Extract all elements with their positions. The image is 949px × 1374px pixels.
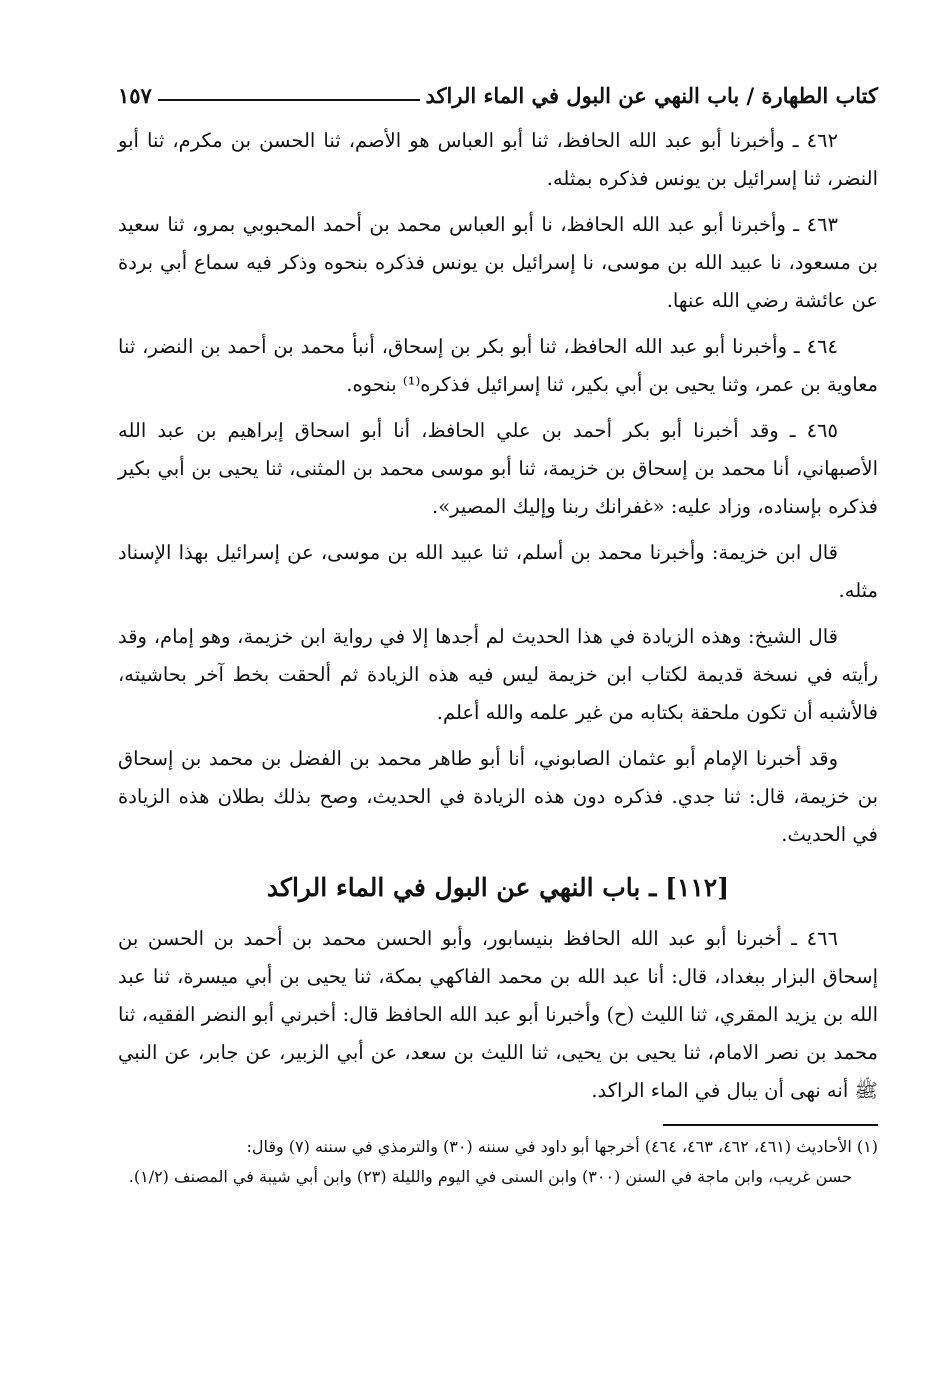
document-page — [118, 70, 878, 1192]
shaykh-comment-paragraph: قال الشيخ: وهذه الزيادة في هذا الحديث لم أجدها إلا في رواية ابن خزيمة، وهو إمام، وقد رأيته في نسخة قديمة لكتاب ابن خزيمة ليس فيه هذه الزيادة ثم ألحقت بخط آخر بحاشيته، فالأشبه أن تكون ملحقة بكتابه من غير علمه والله أعلم. — [118, 625, 878, 724]
footnote-1-line: (١) الأحاديث (٤٦١، ٤٦٢، ٤٦٣، ٤٦٤) أخرجها أبو داود في سننه (٣٠) والترمذي في سننه (٧) وقال: — [246, 1137, 878, 1156]
footnotes — [118, 1132, 878, 1192]
footnote-1-continuation: حسن غريب، وابن ماجة في السنن (٣٠٠) وابن السنى في اليوم والليلة (٢٣) وابن أبي شيبة في المصنف (١/٢). — [128, 1167, 852, 1186]
running-title: كتاب الطهارة / باب النهي عن البول في الماء الراكد — [425, 83, 878, 108]
main-text — [118, 122, 878, 1110]
header-rule — [158, 99, 420, 101]
footnote-separator — [663, 1124, 878, 1126]
hadith-paragraph-466: ٤٦٦ ـ أخبرنا أبو عبد الله الحافظ بنيسابور، وأبو الحسن محمد بن أحمد بن الحسن بن إسحاق البزار ببغداد، قال: أنا عبد الله بن محمد الفاكهي بمكة، ثنا يحيى بن أبي ميسرة، ثنا عبد الله بن يزيد المقري، ثنا الليث (ح) وأخبرنا أبو عبد الله الحافظ قال: أخبرني أبو النضر الفقيه، ثنا محمد بن نصر الامام، ثنا يحيى بن يحيى، ثنا الليث بن سعد، عن أبي الزبير، عن جابر، عن النبي ﷺ أنه نهى أن يبال في الماء الراكد. — [118, 927, 878, 1102]
hadith-paragraph-464: ٤٦٤ ـ وأخبرنا أبو عبد الله الحافظ، ثنا أبو بكر بن إسحاق، أنبأ محمد بن أحمد بن النضر، ثنا معاوية بن عمر، وثنا يحيى بن أبي بكير، ثنا إسرائيل فذكره⁽¹⁾ بنحوه. — [118, 335, 878, 396]
ibn-khuzayma-paragraph: قال ابن خزيمة: وأخبرنا محمد بن أسلم، ثنا عبيد الله بن موسى، عن إسرائيل بهذا الإسناد مثله. — [118, 541, 878, 602]
hadith-paragraph-465: ٤٦٥ ـ وقد أخبرنا أبو بكر أحمد بن علي الحافظ، أنا أبو اسحاق إبراهيم بن عبد الله الأصبهاني، أنا محمد بن إسحاق بن خزيمة، ثنا أبو موسى محمد بن المثنى، ثنا يحيى بن أبي بكير فذكره بإسناده، وزاد عليه: «غفرانك ربنا وإليك المصير». — [118, 419, 878, 518]
running-header — [118, 70, 878, 108]
page-number: ١٥٧ — [118, 83, 152, 108]
hadith-paragraph-462: ٤٦٢ ـ وأخبرنا أبو عبد الله الحافظ، ثنا أبو العباس هو الأصم، ثنا الحسن بن مكرم، ثنا أبو النضر، ثنا إسرائيل بن يونس فذكره بمثله. — [118, 129, 878, 190]
chapter-heading: [١١٢] ـ باب النهي عن البول في الماء الراكد — [266, 873, 730, 902]
hadith-paragraph-463: ٤٦٣ ـ وأخبرنا أبو عبد الله الحافظ، نا أبو العباس محمد بن أحمد المحبوبي بمرو، ثنا سعيد بن مسعود، نا عبيد الله بن موسى، نا إسرائيل بن يونس فذكره بنحوه وذكر فيه سماع أبي بردة عن عائشة رضي الله عنها. — [118, 213, 878, 312]
sabuni-paragraph: وقد أخبرنا الإمام أبو عثمان الصابوني، أنا أبو طاهر محمد بن الفضل بن محمد بن إسحاق بن خزيمة، قال: ثنا جدي. فذكره دون هذه الزيادة في الحديث، وصح بذلك بطلان هذه الزيادة في الحديث. — [118, 747, 878, 846]
